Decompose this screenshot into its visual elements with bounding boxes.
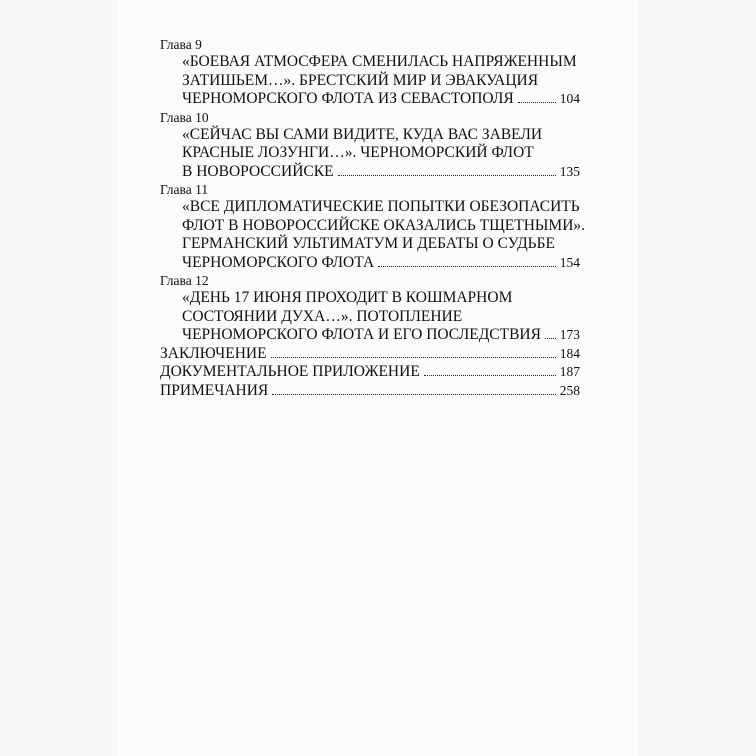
page-number: 184 xyxy=(559,345,580,361)
table-of-contents xyxy=(160,36,586,400)
chapter-title-line: «ВСЕ ДИПЛОМАТИЧЕСКИЕ ПОПЫТКИ ОБЕЗОПАСИТЬ xyxy=(182,198,580,215)
chapter-title-line: «БОЕВАЯ АТМОСФЕРА СМЕНИЛАСЬ НАПРЯЖЕННЫМ xyxy=(182,53,577,70)
chapter-title-line: ЗАТИШЬЕМ…». БРЕСТСКИЙ МИР И ЭВАКУАЦИЯ xyxy=(182,71,539,89)
toc-chapter-12 xyxy=(160,272,580,345)
toc-chapter-11 xyxy=(160,181,586,272)
toc-chapter-9 xyxy=(160,36,580,109)
dot-leader xyxy=(272,394,555,395)
page-number: 187 xyxy=(559,364,580,379)
page-number: 258 xyxy=(559,382,580,398)
chapter-title-line: ФЛОТ В НОВОРОССИЙСКЕ ОКАЗАЛИСЬ ТЩЕТНЫМИ». xyxy=(182,216,586,234)
chapter-label: Глава 9 xyxy=(160,37,202,52)
chapter-title-last-line xyxy=(160,326,580,345)
toc-section-conclusion xyxy=(160,345,580,364)
section-title: ПРИМЕЧАНИЯ xyxy=(160,381,269,399)
page-number: 173 xyxy=(559,327,580,342)
chapter-title-line: ЧЕРНОМОРСКОГО ФЛОТА И ЕГО ПОСЛЕДСТВИЯ xyxy=(182,326,541,343)
section-title: ЗАКЛЮЧЕНИЕ xyxy=(160,344,267,362)
dot-leader xyxy=(424,375,556,376)
dot-leader xyxy=(338,175,556,176)
dot-leader xyxy=(271,357,556,358)
chapter-title-last-line xyxy=(160,163,580,182)
chapter-title-line: СОСТОЯНИИ ДУХА…». ПОТОПЛЕНИЕ xyxy=(182,307,463,325)
chapter-label: Глава 10 xyxy=(160,109,209,125)
chapter-title-line: КРАСНЫЕ ЛОЗУНГИ…». ЧЕРНОМОРСКИЙ ФЛОТ xyxy=(182,144,534,161)
chapter-title-line: «СЕЙЧАС ВЫ САМИ ВИДИТЕ, КУДА ВАС ЗАВЕЛИ xyxy=(182,125,543,143)
page-number: 135 xyxy=(559,163,580,179)
toc-chapter-10 xyxy=(160,109,580,182)
chapter-title-last-line xyxy=(160,90,580,109)
chapter-title-last-line xyxy=(160,254,580,273)
chapter-title-line: ГЕРМАНСКИЙ УЛЬТИМАТУМ И ДЕБАТЫ О СУДЬБЕ xyxy=(182,235,555,252)
chapter-label: Глава 11 xyxy=(160,182,209,197)
dot-leader xyxy=(378,266,556,267)
chapter-title-line: ЧЕРНОМОРСКОГО ФЛОТА xyxy=(182,253,375,271)
toc-section-notes xyxy=(160,382,580,401)
page-number: 154 xyxy=(559,254,580,270)
dot-leader xyxy=(518,102,556,103)
dot-leader xyxy=(545,338,556,339)
toc-section-appendix xyxy=(160,363,580,382)
section-title: ДОКУМЕНТАЛЬНОЕ ПРИЛОЖЕНИЕ xyxy=(160,363,420,380)
chapter-title-line: «ДЕНЬ 17 ИЮНЯ ПРОХОДИТ В КОШМАРНОМ xyxy=(182,289,513,306)
chapter-title-line: В НОВОРОССИЙСКЕ xyxy=(182,162,334,180)
chapter-label: Глава 12 xyxy=(160,273,209,288)
page-number: 104 xyxy=(559,91,580,106)
chapter-title-line: ЧЕРНОМОРСКОГО ФЛОТА ИЗ СЕВАСТОПОЛЯ xyxy=(182,90,514,107)
